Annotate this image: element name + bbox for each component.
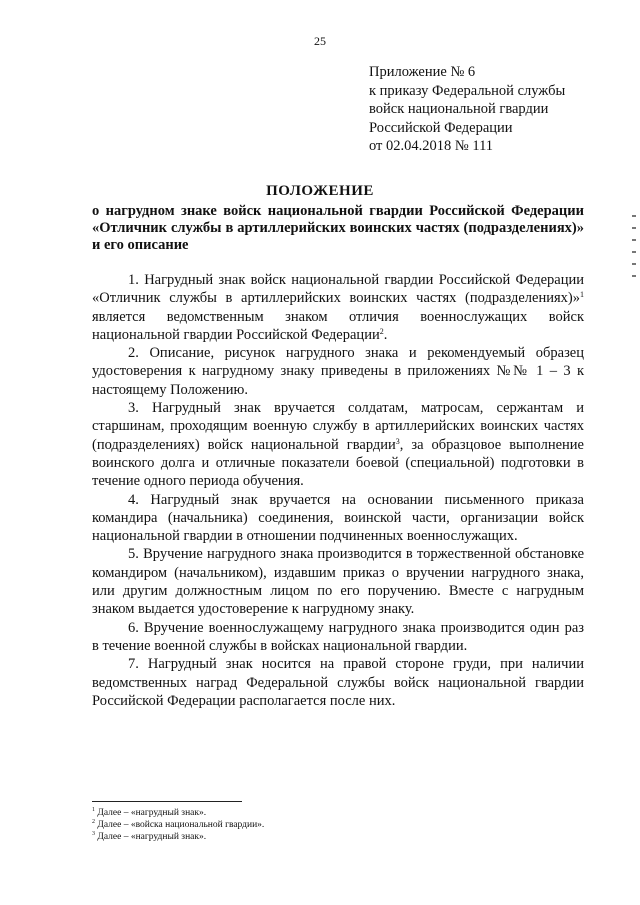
footnotes: [92, 807, 264, 843]
paragraph-6: 6. Вручение военнослужащему нагрудного знака производится один раз в течение военной службы в войсках национальной гвардии.: [92, 619, 584, 654]
paragraph-7: 7. Нагрудный знак носится на правой стороне груди, при наличии ведомственных наград Федеральной службы войск национальной гвардии Российской Федерации располагается после них.: [92, 656, 584, 709]
footnote-item: [92, 807, 264, 819]
scan-mark: [632, 227, 636, 229]
page-number: 25: [314, 34, 326, 48]
appendix-line: Российской Федерации: [369, 119, 513, 136]
scan-mark: [632, 251, 636, 253]
scan-mark: [632, 263, 636, 265]
footnote-mark: 3: [92, 831, 95, 837]
paragraph-text: , за образцовое выполнение воинского долга и отличные показатели боевой (специальной) подготовки в течение одного периода обучения.: [92, 436, 584, 490]
scan-mark: [632, 215, 636, 217]
appendix-line: Приложение № 6: [369, 64, 476, 80]
document-title: ПОЛОЖЕНИЕ: [266, 183, 374, 199]
scan-mark: [632, 239, 636, 241]
footnote-mark: 2: [92, 819, 95, 825]
document-subtitle: о нагрудном знаке войск национальной гвардии Российской Федерации «Отличник службы в артиллерийских воинских частях (подразделениях)» и его описание: [92, 203, 584, 253]
footnote-text: Далее – «войска национальной гвардии».: [95, 820, 265, 830]
paragraph-text: 1. Нагрудный знак войск национальной гвардии Российской Федерации «Отличник службы в артиллерийских воинских частях (подразделениях)»: [92, 272, 584, 307]
paragraph-5: 5. Вручение нагрудного знака производится в торжественной обстановке командиром (начальником), издавшим приказ о вручении нагрудного знака, или другим должностным лицом по его поручению. Вместе с нагрудным знаком выдается удостоверение к нагрудному знаку.: [92, 546, 584, 618]
footnote-ref: 1: [580, 290, 584, 300]
footnote-ref: 2: [379, 326, 384, 336]
footnote-mark: 1: [92, 807, 95, 813]
footnote-item: [92, 831, 264, 843]
appendix-line: к приказу Федеральной службы: [369, 82, 566, 99]
footnote-item: [92, 819, 264, 831]
appendix-line: от 02.04.2018 № 111: [369, 138, 494, 154]
scan-mark: [632, 275, 636, 277]
footnote-text: Далее – «нагрудный знак».: [95, 832, 207, 842]
footnote-ref: 3: [395, 436, 400, 446]
footnote-text: Далее – «нагрудный знак».: [95, 808, 207, 818]
document-body: [92, 271, 584, 710]
paragraph-text: является ведомственным знаком отличия военнослужащих войск национальной гвардии Российской Федерации: [92, 308, 584, 343]
scan-edge-marks: [632, 215, 638, 365]
paragraph-2: 2. Описание, рисунок нагрудного знака и рекомендуемый образец удостоверения к нагрудному знаку приведены в приложениях №№ 1 – 3 к настоящему Положению.: [92, 345, 584, 398]
appendix-line: войск национальной гвардии: [369, 101, 549, 117]
paragraph-text: 3. Нагрудный знак вручается солдатам, матросам, сержантам и старшинам, проходящим военную службу в артиллерийских воинских частях (подразделениях) войск национальной гвардии: [92, 400, 584, 453]
footnote-divider: [92, 801, 242, 802]
appendix-header: [369, 63, 565, 156]
paragraph-4: 4. Нагрудный знак вручается на основании письменного приказа командира (начальника) соединения, воинской части, организации войск национальной гвардии в отношении подчиненных военнослужащих.: [92, 491, 584, 545]
paragraph-text: .: [383, 326, 388, 343]
paragraph-1: [92, 271, 584, 344]
paragraph-3: [92, 399, 584, 490]
